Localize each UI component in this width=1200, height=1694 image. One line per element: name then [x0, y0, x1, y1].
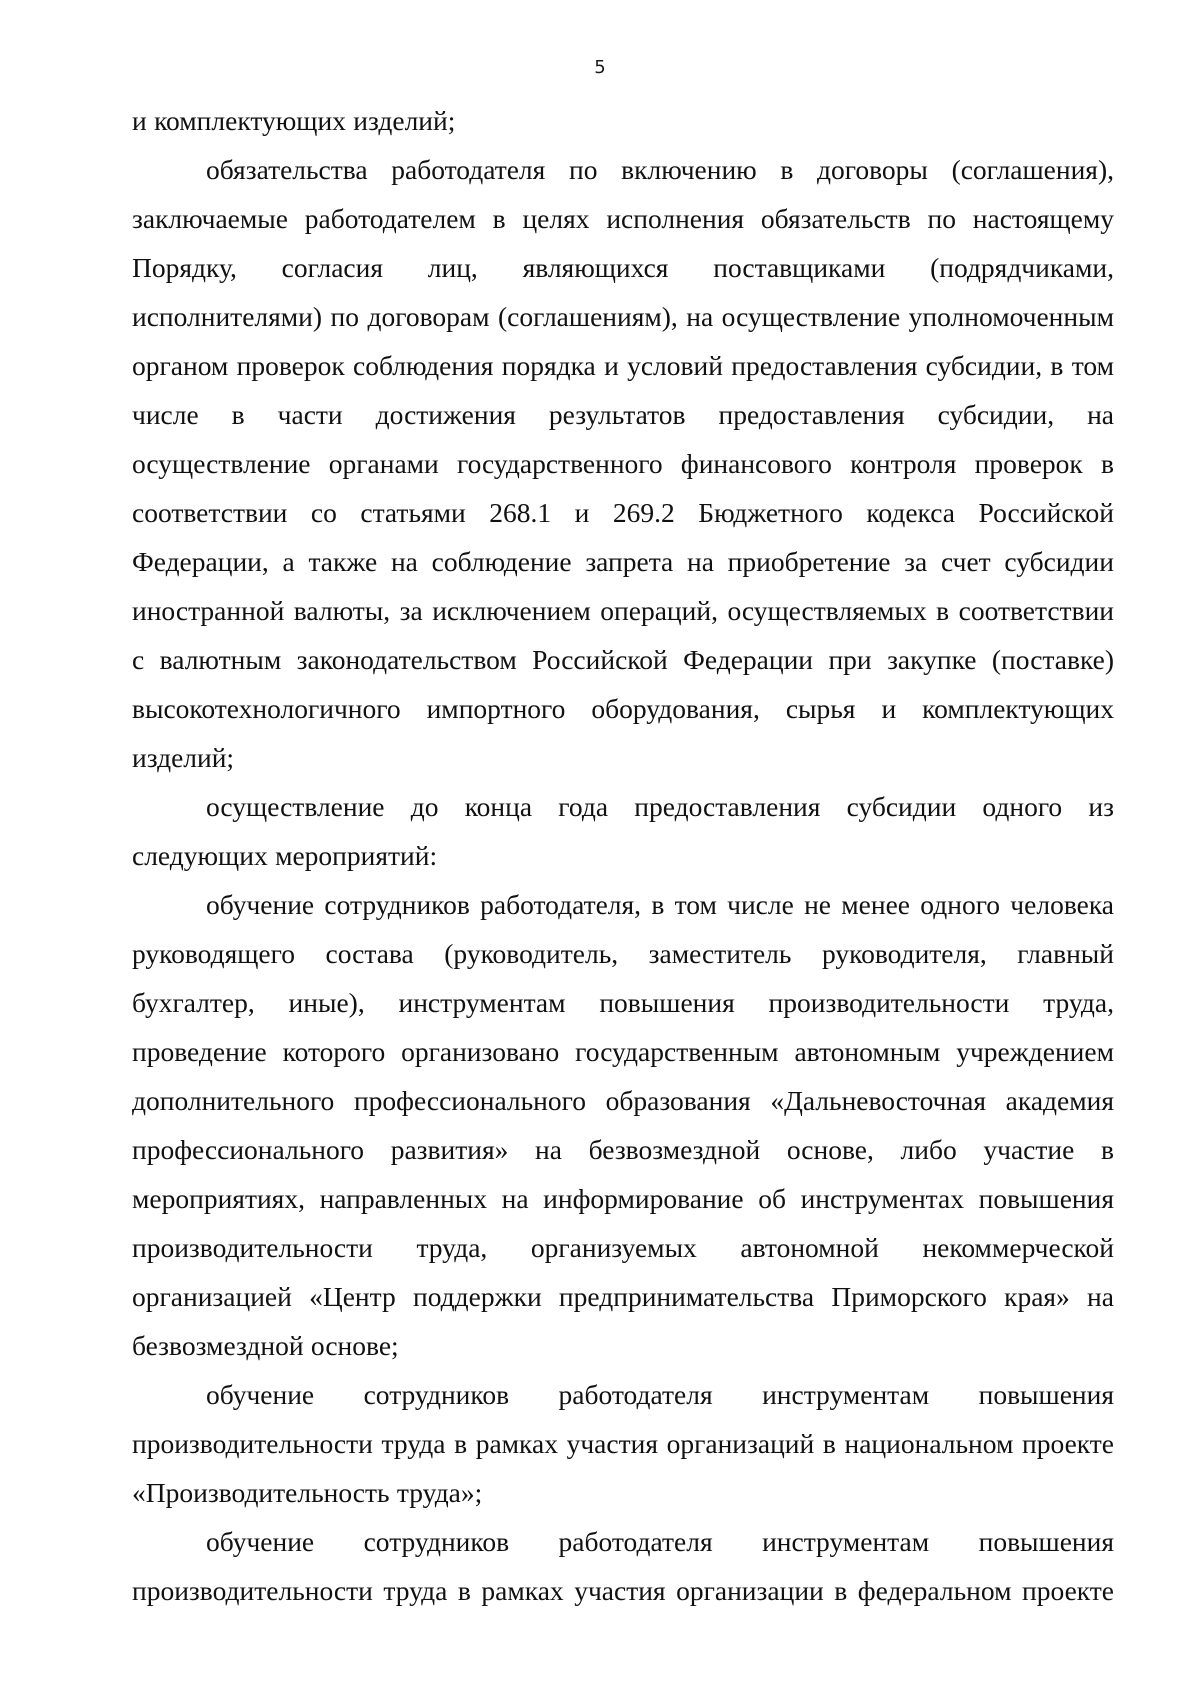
document-body	[132, 96, 1114, 1615]
paragraph-training-national-project: обучение сотрудников работодателя инструментам повышения производительности труда в рамках участия организаций в национальном проекте «Производительность труда»;	[132, 1379, 1114, 1508]
paragraph-training-federal-project: обучение сотрудников работодателя инструментам повышения производительности труда в рамках участия организации в федеральном проекте	[132, 1526, 1114, 1606]
page-number: 5	[594, 57, 606, 78]
paragraph-employer-obligations: обязательства работодателя по включению в договоры (соглашения), заключаемые работодателем в целях исполнения обязательств по настоящему Порядку, согласия лиц, являющихся поставщиками (подрядчиками, исполнителями) по договорам (соглашениям), на осуществление уполномоченным органом проверок соблюдения порядка и условий предоставления субсидии, в том числе в части достижения результатов предоставления субсидии, на осуществление органами государственного финансового контроля проверок в соответствии со статьями 268.1 и 269.2 Бюджетного кодекса Российской Федерации, а также на соблюдение запрета на приобретение за счет субсидии иностранной валюты, за исключением операций, осуществляемых в соответствии с валютным законодательством Российской Федерации при закупке (поставке) высокотехнологичного импортного оборудования, сырья и комплектующих изделий;	[132, 154, 1114, 773]
paragraph-training-academy: обучение сотрудников работодателя, в том числе не менее одного человека руководящего состава (руководитель, заместитель руководителя, главный бухгалтер, иные), инструментам повышения производительности труда, проведение которого организовано государственным автономным учреждением дополнительного профессионального образования «Дальневосточная академия профессионального развития» на безвозмездной основе, либо участие в мероприятиях, направленных на информирование об инструментах повышения производительности труда, организуемых автономной некоммерческой организацией «Центр поддержки предпринимательства Приморского края» на безвозмездной основе;	[132, 889, 1114, 1361]
paragraph-measures-intro: осуществление до конца года предоставления субсидии одного из следующих мероприятий:	[132, 791, 1114, 871]
paragraph-continuation: и комплектующих изделий;	[132, 105, 456, 136]
